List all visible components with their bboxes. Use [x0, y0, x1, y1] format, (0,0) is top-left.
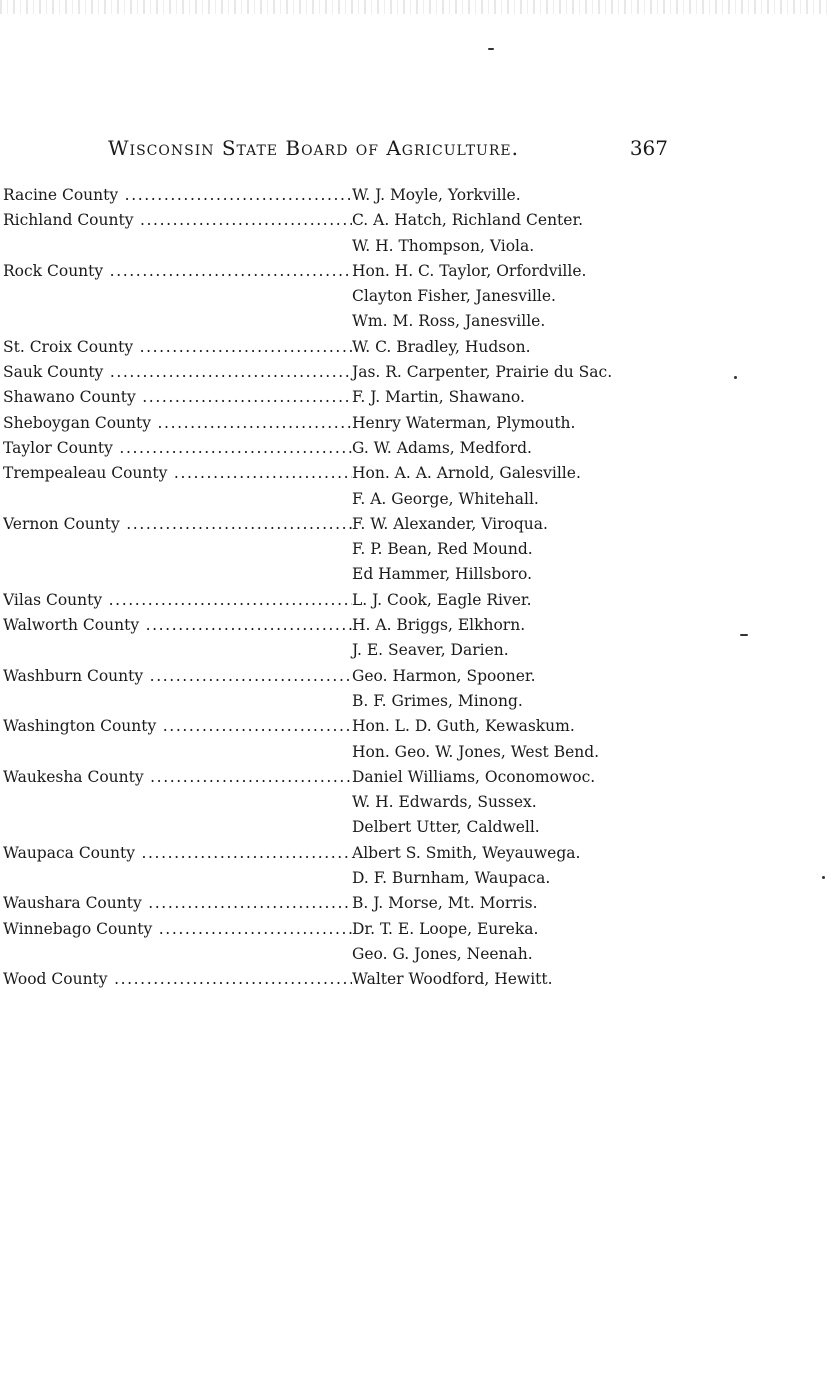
county-name: Washington County ..... — [3, 714, 352, 739]
list-item — [0, 866, 831, 891]
county-name: Shawano County ..... — [3, 385, 352, 410]
list-item — [0, 284, 831, 309]
list-item — [0, 360, 831, 385]
member-name: Walter Woodford, Hewitt. — [352, 970, 553, 989]
county-name: Washburn County ..... — [3, 664, 352, 689]
member-name: Geo. G. Jones, Neenah. — [352, 944, 533, 963]
member-name: F. J. Martin, Shawano. — [352, 388, 525, 407]
list-item — [0, 436, 831, 461]
list-item — [0, 309, 831, 334]
member-name: J. E. Seaver, Darien. — [352, 641, 509, 660]
member-name: W. H. Thompson, Viola. — [352, 236, 535, 255]
member-name: W. C. Bradley, Hudson. — [352, 337, 531, 356]
county-name: Sheboygan County ..... — [3, 411, 352, 436]
member-name: Hon. L. D. Guth, Kewaskum. — [352, 717, 575, 736]
list-item — [0, 714, 831, 739]
member-name: C. A. Hatch, Richland Center. — [352, 211, 584, 230]
county-name: Waukesha County ..... — [3, 765, 352, 790]
county-name: Wood County ..... — [3, 967, 352, 992]
member-name: B. J. Morse, Mt. Morris. — [352, 894, 538, 913]
county-member-list — [0, 183, 831, 993]
page-top-edge — [0, 0, 831, 14]
member-name: Dr. T. E. Loope, Eureka. — [352, 919, 539, 938]
member-name: B. F. Grimes, Minong. — [352, 691, 523, 710]
print-speck — [734, 376, 737, 379]
county-name: Vernon County ..... — [3, 512, 352, 537]
member-name: Delbert Utter, Caldwell. — [352, 818, 540, 837]
member-name: W. H. Edwards, Sussex. — [352, 793, 537, 812]
list-item — [0, 664, 831, 689]
list-item — [0, 942, 831, 967]
member-name: Hon. H. C. Taylor, Orfordville. — [352, 261, 587, 280]
list-item — [0, 208, 831, 233]
print-speck — [488, 48, 494, 50]
member-name: Henry Waterman, Plymouth. — [352, 413, 576, 432]
list-item — [0, 562, 831, 587]
member-name: Albert S. Smith, Weyauwega. — [352, 843, 581, 862]
page-header — [108, 136, 668, 164]
running-title: Wisconsin State Board of Agriculture. — [108, 136, 519, 160]
member-name: L. J. Cook, Eagle River. — [352, 590, 532, 609]
list-item — [0, 385, 831, 410]
list-item — [0, 234, 831, 259]
list-item — [0, 461, 831, 486]
list-item — [0, 638, 831, 663]
county-name: Walworth County ..... — [3, 613, 352, 638]
list-item — [0, 259, 831, 284]
list-item — [0, 891, 831, 916]
county-name: St. Croix County ..... — [3, 335, 352, 360]
member-name: Daniel Williams, Oconomowoc. — [352, 767, 596, 786]
list-item — [0, 790, 831, 815]
member-name: F. A. George, Whitehall. — [352, 489, 539, 508]
print-speck — [822, 876, 825, 879]
county-name: Waushara County ..... — [3, 891, 352, 916]
member-name: Clayton Fisher, Janesville. — [352, 287, 556, 306]
member-name: Ed Hammer, Hillsboro. — [352, 565, 533, 584]
list-item — [0, 588, 831, 613]
list-item — [0, 967, 831, 992]
list-item — [0, 411, 831, 436]
list-item — [0, 765, 831, 790]
county-name: Taylor County ..... — [3, 436, 352, 461]
list-item — [0, 841, 831, 866]
member-name: F. P. Bean, Red Mound. — [352, 540, 533, 559]
list-item — [0, 689, 831, 714]
member-name: D. F. Burnham, Waupaca. — [352, 869, 551, 888]
county-name: Winnebago County ..... — [3, 917, 352, 942]
list-item — [0, 815, 831, 840]
member-name: F. W. Alexander, Viroqua. — [352, 514, 548, 533]
county-name: Sauk County ..... — [3, 360, 352, 385]
list-item — [0, 740, 831, 765]
member-name: Wm. M. Ross, Janesville. — [352, 312, 546, 331]
member-name: Jas. R. Carpenter, Prairie du Sac. — [352, 363, 613, 382]
list-item — [0, 512, 831, 537]
list-item — [0, 487, 831, 512]
member-name: Hon. A. A. Arnold, Galesville. — [352, 464, 581, 483]
member-name: Geo. Harmon, Spooner. — [352, 666, 536, 685]
member-name: Hon. Geo. W. Jones, West Bend. — [352, 742, 600, 761]
county-name: Waupaca County ..... — [3, 841, 352, 866]
county-name: Richland County ..... — [3, 208, 352, 233]
list-item — [0, 335, 831, 360]
member-name: G. W. Adams, Medford. — [352, 438, 532, 457]
county-name: Vilas County ..... — [3, 588, 352, 613]
page-number: 367 — [629, 136, 668, 160]
list-item — [0, 917, 831, 942]
county-name: Racine County ..... — [3, 183, 352, 208]
county-name: Rock County ..... — [3, 259, 352, 284]
county-name: Trempealeau County ..... — [3, 461, 352, 486]
list-item — [0, 537, 831, 562]
print-speck — [740, 634, 748, 636]
list-item — [0, 613, 831, 638]
list-item — [0, 183, 831, 208]
member-name: W. J. Moyle, Yorkville. — [352, 186, 521, 204]
member-name: H. A. Briggs, Elkhorn. — [352, 616, 526, 635]
